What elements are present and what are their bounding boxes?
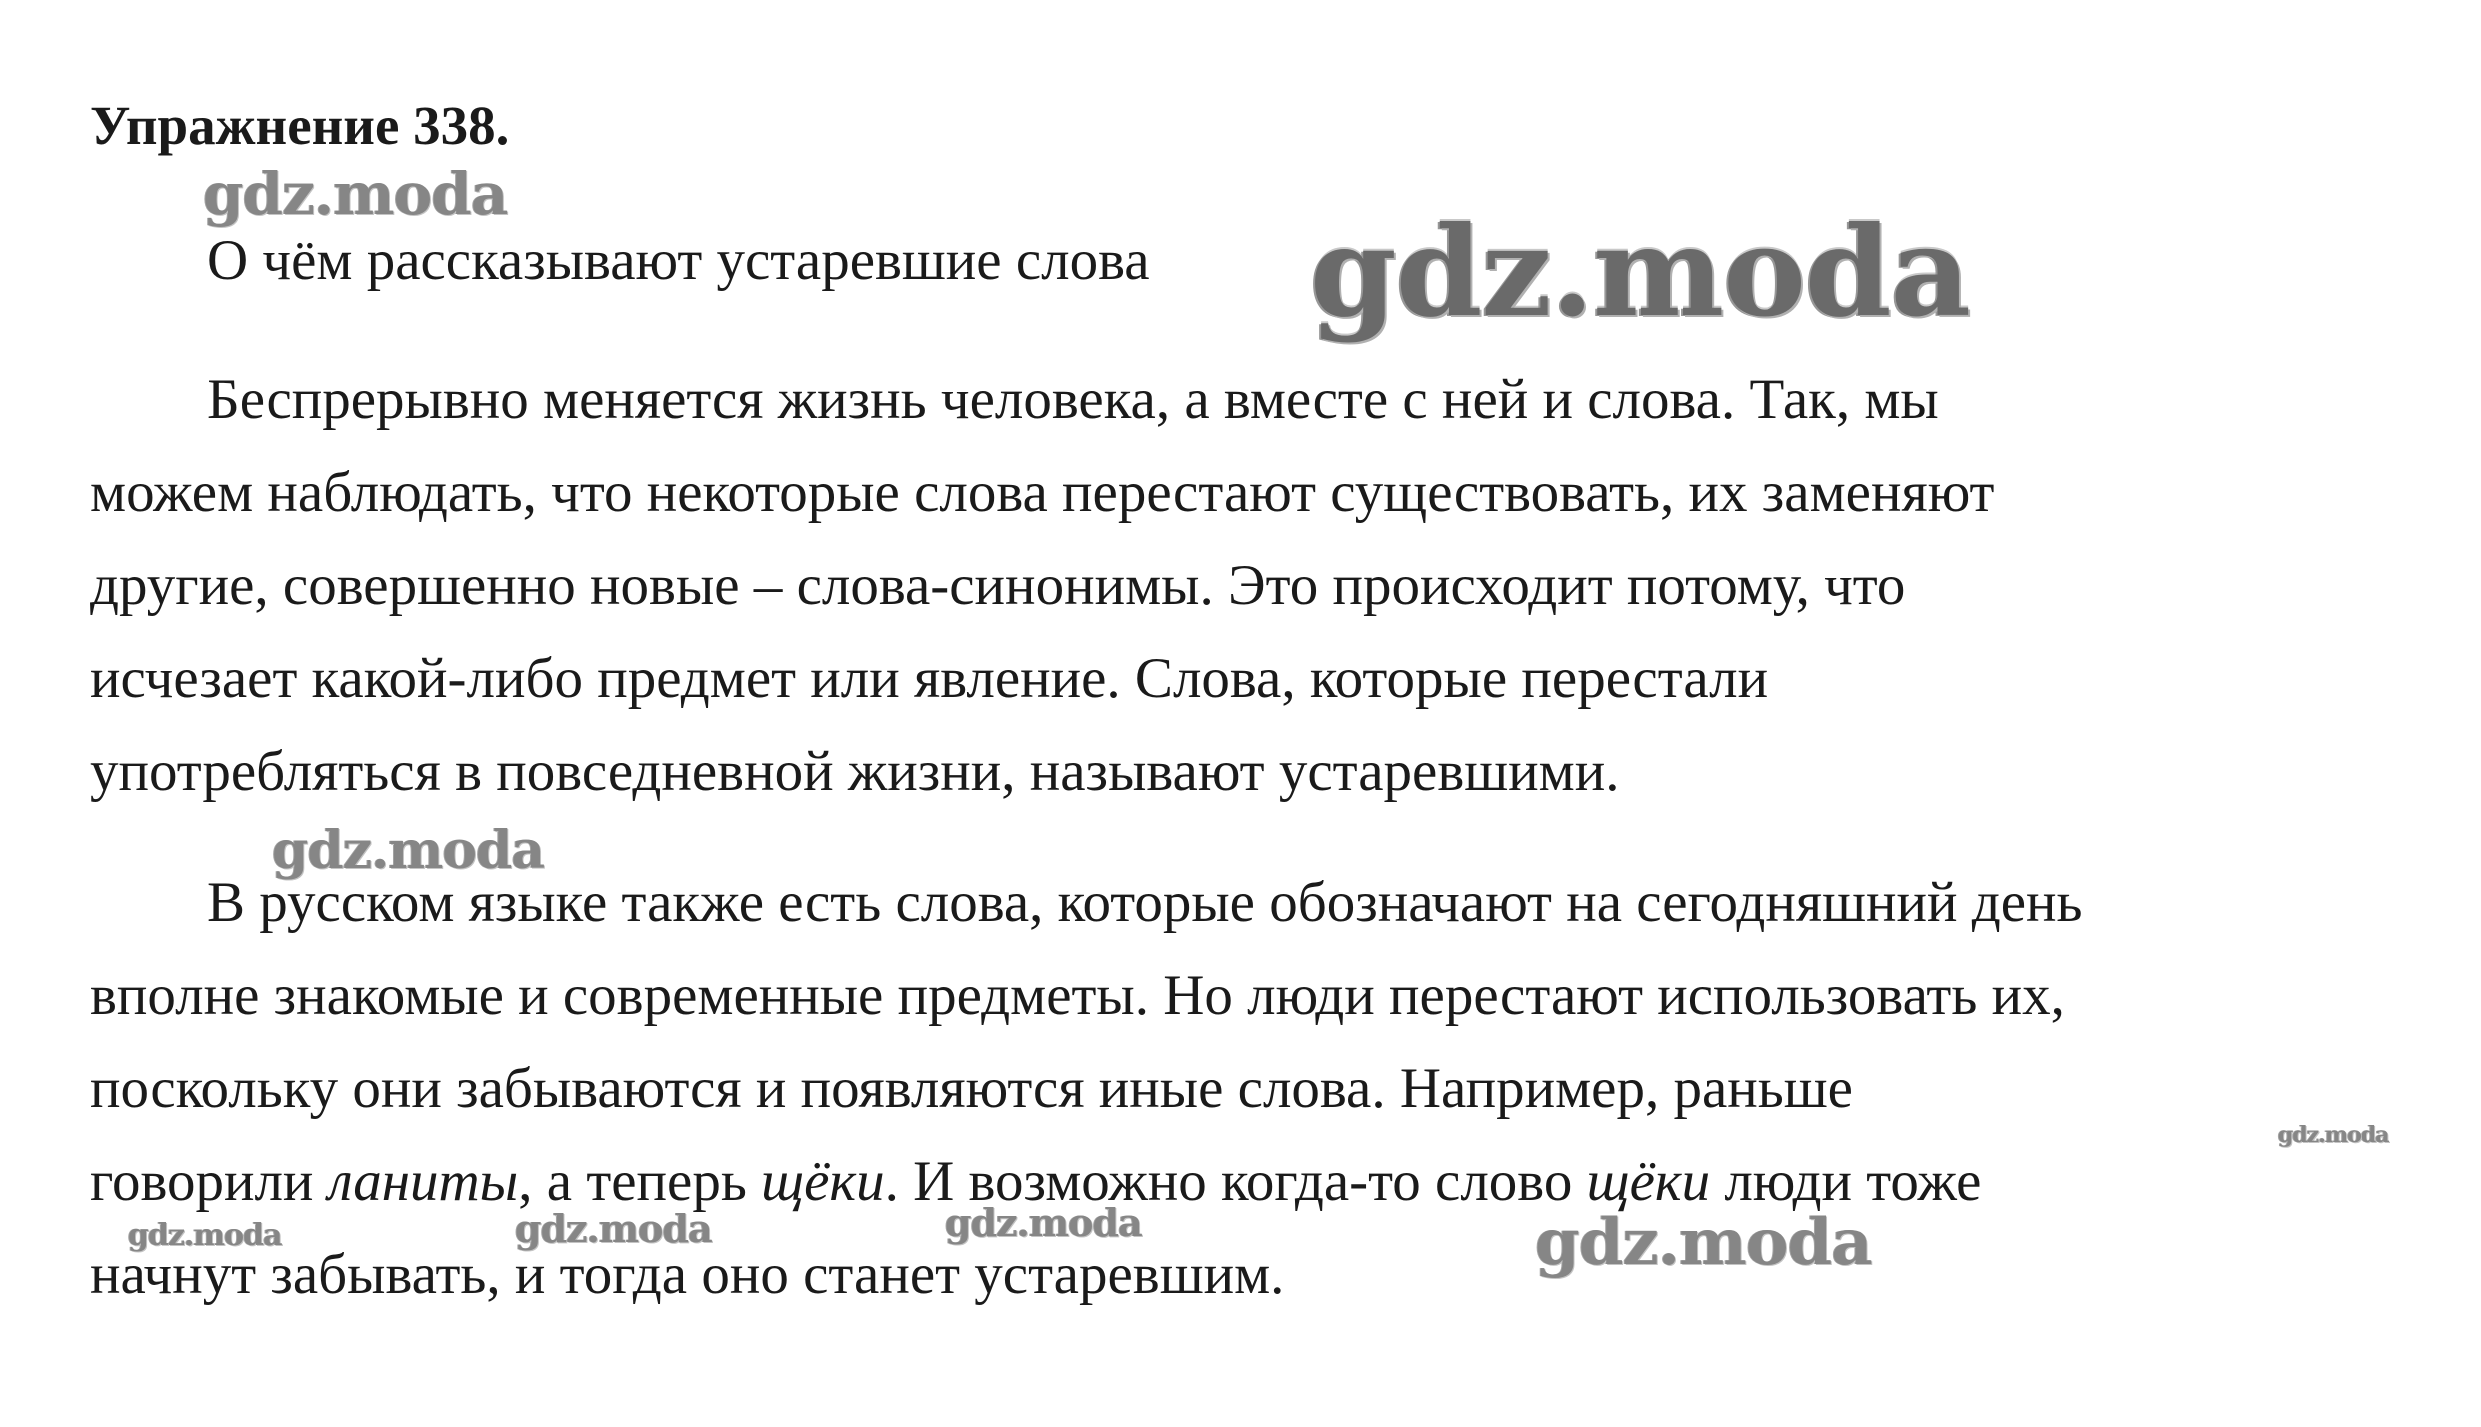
paragraph-1-line: можем наблюдать, что некоторые слова перестают существовать, их заменяют: [90, 461, 1995, 524]
paragraph-2-line: вполне знакомые и современные предметы. Но люди перестают использовать их,: [90, 964, 2065, 1027]
paragraph-2-line: В русском языке также есть слова, которые обозначают на сегодняшний день: [207, 871, 2083, 934]
paragraph-2-line: [90, 1135, 2460, 1228]
paragraph-2-line: начнут забывать, и тогда оно станет устаревшим.: [90, 1243, 1285, 1306]
paragraph-1-line: употребляться в повседневной жизни, называют устаревшими.: [90, 740, 1620, 803]
watermark-logo-large: gdz.moda: [1310, 200, 1970, 345]
watermark-logo: gdz.moda: [2278, 1122, 2389, 1148]
paragraph-1-line: Беспрерывно меняется жизнь человека, а вместе с ней и слова. Так, мы: [207, 368, 1939, 431]
watermark-logo: gdz.moda: [128, 1218, 282, 1253]
italic-word: щёки: [761, 1150, 885, 1213]
watermark-logo: gdz.moda: [272, 820, 545, 881]
watermark-logo: gdz.moda: [515, 1206, 712, 1251]
paragraph-1-line: другие, совершенно новые – слова-синонимы. Это происходит потому, что: [90, 554, 1906, 617]
text-run: , а теперь: [518, 1150, 762, 1213]
italic-word: ланиты: [327, 1150, 519, 1213]
watermark-logo: gdz.moda: [1535, 1205, 1872, 1280]
text-run: . И возможно когда-то слово: [884, 1150, 1587, 1213]
text-run: говорили: [90, 1150, 328, 1213]
italic-word: щёки: [1586, 1150, 1711, 1213]
paragraph-2: [90, 856, 2460, 1321]
watermark-logo: gdz.moda: [945, 1200, 1142, 1245]
paragraph-2-line: поскольку они забываются и появляются иные слова. Например, раньше: [90, 1057, 1853, 1120]
paragraph-1-line: исчезает какой-либо предмет или явление. Слова, которые перестали: [90, 647, 1769, 710]
watermark-logo: gdz.moda: [203, 160, 508, 228]
essay-title: О чём рассказывают устаревшие слова: [207, 229, 1150, 292]
text-run: люди тоже: [1710, 1150, 1982, 1213]
paragraph-1: [90, 353, 2460, 818]
exercise-title: Упражнение 338.: [90, 95, 510, 156]
